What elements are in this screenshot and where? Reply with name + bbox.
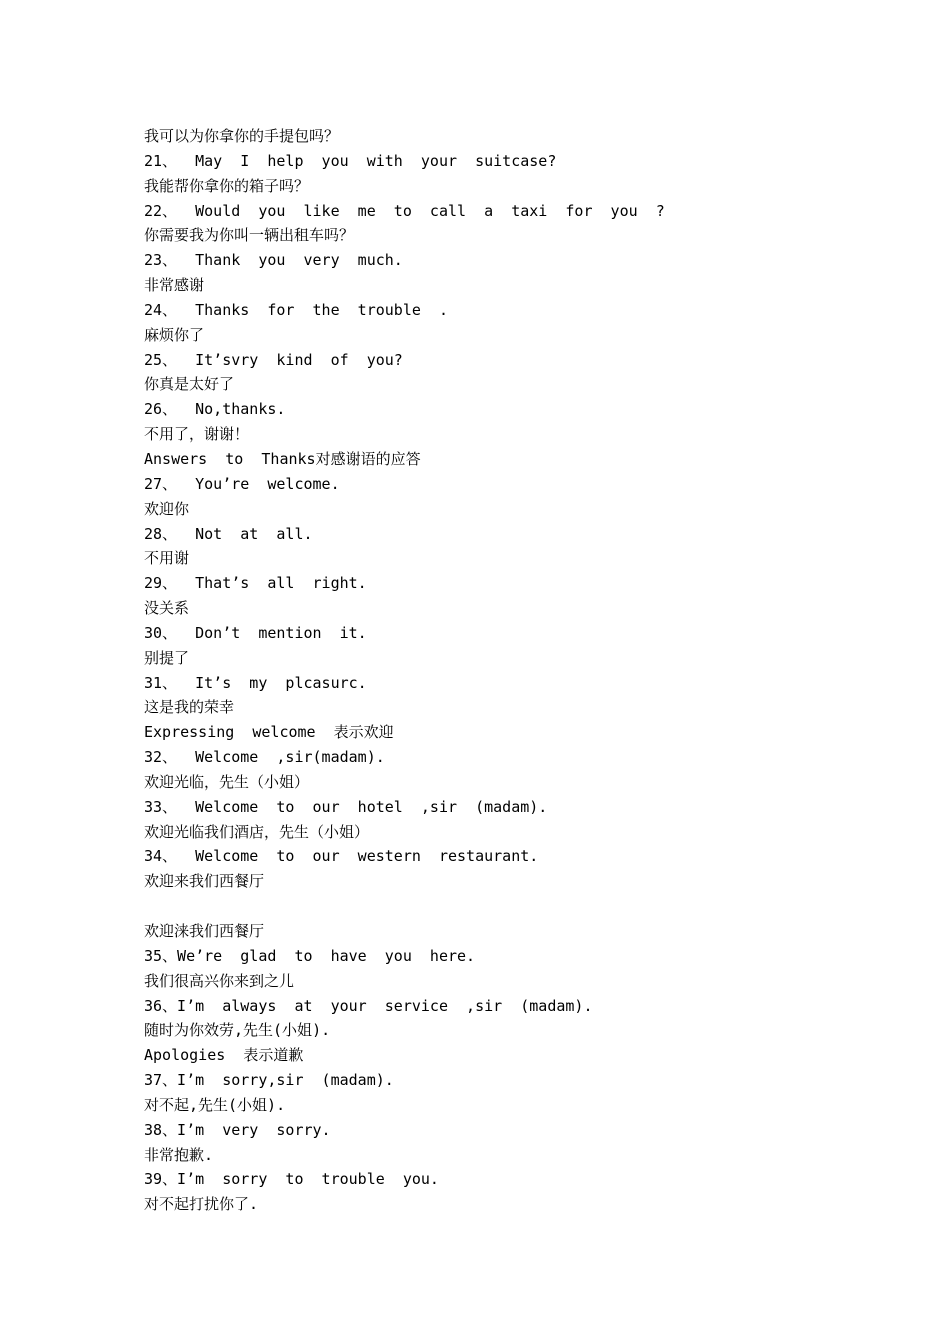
text-line: 非常感谢 xyxy=(144,276,205,295)
text-line: 25、 It’svry kind of you? xyxy=(144,350,403,369)
text-line: 你需要我为你叫一辆出租车吗？ xyxy=(144,226,355,245)
text-line: 30、 Don’t mention it. xyxy=(144,623,367,642)
text-line: 33、 Welcome to our hotel ,sir (madam). xyxy=(144,797,548,816)
text-line: 22、 Would you like me to call a taxi for you ? xyxy=(144,201,665,220)
text-line: 23、 Thank you very much. xyxy=(144,251,403,270)
text-line: 32、 Welcome ,sir(madam). xyxy=(144,748,385,767)
text-line: 39、I’m sorry to trouble you. xyxy=(144,1170,439,1189)
text-line: 欢迎光临我们酒店，先生（小姐） xyxy=(144,822,370,841)
text-line: 别提了 xyxy=(144,648,190,667)
text-line: 麻烦你了 xyxy=(144,325,205,344)
text-line: 34、 Welcome to our western restaurant. xyxy=(144,847,539,866)
document-body xyxy=(144,124,884,1217)
text-line: 欢迎你 xyxy=(144,499,190,518)
text-line: 26、 No,thanks. xyxy=(144,400,286,419)
text-line: 欢迎来我们西餐厅 xyxy=(144,872,265,891)
text-line: 31、 It’s my plcasurc. xyxy=(144,673,367,692)
text-line: 21、 May I help you with your suitcase? xyxy=(144,151,557,170)
text-line: 我们很高兴你来到之儿 xyxy=(144,971,295,990)
text-line: 对不起,先生(小姐). xyxy=(144,1095,286,1114)
text-line: 38、I’m very sorry. xyxy=(144,1120,331,1139)
text-line: 我可以为你拿你的手提包吗？ xyxy=(144,127,340,145)
text-line: 24、 Thanks for the trouble . xyxy=(144,300,448,319)
text-line: 36、I’m always at your service ,sir (madam). xyxy=(144,996,593,1015)
text-line: 28、 Not at all. xyxy=(144,524,313,543)
text-line: 随时为你效劳,先生(小姐). xyxy=(144,1021,331,1040)
text-line: 非常抱歉. xyxy=(144,1145,214,1164)
text-line: Apologies 表示道歉 xyxy=(144,1046,304,1065)
text-line xyxy=(144,894,884,919)
text-line: 37、I’m sorry,sir (madam). xyxy=(144,1071,394,1090)
text-line: 我能帮你拿你的箱子吗？ xyxy=(144,176,310,195)
text-line: 对不起打扰你了. xyxy=(144,1195,259,1214)
text-line: Expressing welcome 表示欢迎 xyxy=(144,723,394,742)
text-line: 不用谢 xyxy=(144,549,190,568)
text-line: Answers to Thanks对感谢语的应答 xyxy=(144,449,421,468)
text-line: 不用了，谢谢！ xyxy=(144,425,250,444)
text-line: 你真是太好了 xyxy=(144,375,235,394)
text-line: 29、 That’s all right. xyxy=(144,574,367,593)
text-line: 35、We’re glad to have you here. xyxy=(144,946,476,965)
text-line: 没关系 xyxy=(144,599,190,618)
text-line: 欢迎光临，先生（小姐） xyxy=(144,772,310,791)
text-line: 欢迎涞我们西餐厅 xyxy=(144,922,265,940)
text-line: 27、 You’re welcome. xyxy=(144,474,340,493)
text-line: 这是我的荣幸 xyxy=(144,698,235,717)
